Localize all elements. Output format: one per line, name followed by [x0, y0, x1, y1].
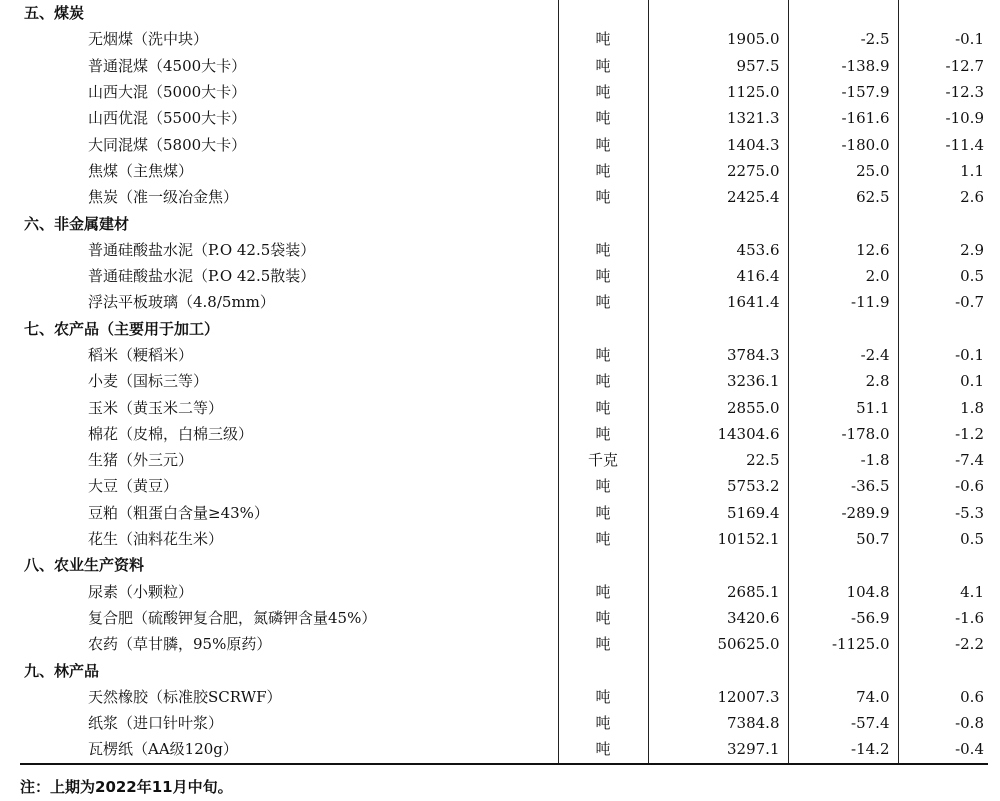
item-change-percent: 0.5	[898, 526, 988, 552]
item-price: 12007.3	[648, 684, 788, 710]
item-change-percent: 2.9	[898, 237, 988, 263]
item-unit: 吨	[558, 105, 648, 131]
item-name: 大豆（黄豆）	[88, 477, 179, 496]
item-price: 50625.0	[648, 631, 788, 657]
item-change-percent: -12.7	[898, 53, 988, 79]
empty-cell	[648, 657, 788, 683]
table-row	[20, 473, 988, 499]
item-price: 1404.3	[648, 131, 788, 157]
item-name-cell	[20, 237, 558, 263]
item-change-percent: -2.2	[898, 631, 988, 657]
item-price: 1905.0	[648, 26, 788, 52]
item-name-cell	[20, 53, 558, 79]
item-name-cell	[20, 263, 558, 289]
item-price: 7384.8	[648, 710, 788, 736]
empty-cell	[788, 0, 898, 26]
item-name-cell	[20, 605, 558, 631]
item-price: 2685.1	[648, 579, 788, 605]
item-price: 3420.6	[648, 605, 788, 631]
item-unit: 吨	[558, 53, 648, 79]
item-change: -178.0	[788, 421, 898, 447]
table-row	[20, 237, 988, 263]
item-change: 62.5	[788, 184, 898, 210]
item-unit: 千克	[558, 447, 648, 473]
item-name-cell	[20, 684, 558, 710]
empty-cell	[648, 552, 788, 578]
item-name-cell	[20, 579, 558, 605]
empty-cell	[788, 552, 898, 578]
item-change-percent: 1.8	[898, 394, 988, 420]
item-unit: 吨	[558, 579, 648, 605]
item-name-cell	[20, 631, 558, 657]
table-row	[20, 631, 988, 657]
category-title: 九、林产品	[24, 661, 100, 680]
item-unit: 吨	[558, 526, 648, 552]
item-unit: 吨	[558, 605, 648, 631]
item-name: 天然橡胶（标准胶SCRWF）	[88, 687, 282, 706]
item-name: 普通混煤（4500大卡）	[88, 56, 247, 75]
item-change-percent: -10.9	[898, 105, 988, 131]
item-unit: 吨	[558, 237, 648, 263]
item-name: 山西优混（5500大卡）	[88, 109, 247, 128]
item-change-percent: 1.1	[898, 158, 988, 184]
category-title: 五、煤炭	[24, 4, 85, 23]
item-change: 104.8	[788, 579, 898, 605]
item-unit: 吨	[558, 684, 648, 710]
item-change-percent: 2.6	[898, 184, 988, 210]
table-row	[20, 158, 988, 184]
item-unit: 吨	[558, 131, 648, 157]
category-title: 七、农产品（主要用于加工）	[24, 319, 220, 338]
item-name-cell	[20, 421, 558, 447]
item-change: -2.4	[788, 342, 898, 368]
item-change: -180.0	[788, 131, 898, 157]
item-change-percent: 0.5	[898, 263, 988, 289]
item-change-percent: 0.1	[898, 368, 988, 394]
empty-cell	[788, 316, 898, 342]
commodity-price-table	[20, 0, 988, 765]
item-change-percent: -0.7	[898, 289, 988, 315]
item-unit: 吨	[558, 736, 648, 763]
item-unit: 吨	[558, 473, 648, 499]
item-price: 1641.4	[648, 289, 788, 315]
table-body	[20, 0, 988, 764]
item-change-percent: -5.3	[898, 500, 988, 526]
item-change: -1.8	[788, 447, 898, 473]
item-change: -161.6	[788, 105, 898, 131]
item-name: 山西大混（5000大卡）	[88, 83, 247, 102]
item-price: 1321.3	[648, 105, 788, 131]
item-price: 2275.0	[648, 158, 788, 184]
table-row	[20, 79, 988, 105]
table-row	[20, 289, 988, 315]
table-row	[20, 421, 988, 447]
empty-cell	[648, 210, 788, 236]
item-price: 416.4	[648, 263, 788, 289]
item-unit: 吨	[558, 394, 648, 420]
item-name: 复合肥（硫酸钾复合肥，氮磷钾含量45%）	[88, 608, 377, 627]
empty-cell	[788, 657, 898, 683]
item-change-percent: -7.4	[898, 447, 988, 473]
item-name-cell	[20, 368, 558, 394]
item-change-percent: -0.4	[898, 736, 988, 763]
item-price: 22.5	[648, 447, 788, 473]
item-unit: 吨	[558, 631, 648, 657]
item-change: -56.9	[788, 605, 898, 631]
table-row	[20, 605, 988, 631]
item-name: 大同混煤（5800大卡）	[88, 135, 247, 154]
empty-cell	[898, 316, 988, 342]
table-row	[20, 684, 988, 710]
item-name: 焦炭（准一级冶金焦）	[88, 188, 239, 207]
item-unit: 吨	[558, 158, 648, 184]
item-name-cell	[20, 184, 558, 210]
table-row	[20, 368, 988, 394]
empty-cell	[558, 657, 648, 683]
item-name: 农药（草甘膦，95%原药）	[88, 635, 272, 654]
item-unit: 吨	[558, 421, 648, 447]
table-row	[20, 26, 988, 52]
table-row	[20, 342, 988, 368]
item-change-percent: -0.1	[898, 26, 988, 52]
item-name-cell	[20, 447, 558, 473]
empty-cell	[898, 552, 988, 578]
item-change: -2.5	[788, 26, 898, 52]
item-price: 957.5	[648, 53, 788, 79]
item-unit: 吨	[558, 342, 648, 368]
item-change-percent: -12.3	[898, 79, 988, 105]
item-name: 普通硅酸盐水泥（P.O 42.5散装）	[88, 267, 316, 286]
item-price: 10152.1	[648, 526, 788, 552]
item-change: 50.7	[788, 526, 898, 552]
table-row	[20, 736, 988, 763]
item-change: -57.4	[788, 710, 898, 736]
item-name: 生猪（外三元）	[88, 451, 194, 470]
table-row	[20, 105, 988, 131]
category-row	[20, 316, 988, 342]
item-price: 5169.4	[648, 500, 788, 526]
item-name: 棉花（皮棉，白棉三级）	[88, 424, 254, 443]
item-name-cell	[20, 105, 558, 131]
item-name-cell	[20, 342, 558, 368]
item-name: 普通硅酸盐水泥（P.O 42.5袋装）	[88, 240, 316, 259]
item-name: 豆粕（粗蛋白含量≥43%）	[88, 503, 269, 522]
item-name-cell	[20, 710, 558, 736]
item-price: 1125.0	[648, 79, 788, 105]
item-change-percent: 4.1	[898, 579, 988, 605]
item-change: -1125.0	[788, 631, 898, 657]
table-row	[20, 447, 988, 473]
item-name: 玉米（黄玉米二等）	[88, 398, 224, 417]
item-name: 瓦楞纸（AA级120g）	[88, 740, 238, 759]
item-price: 2855.0	[648, 394, 788, 420]
empty-cell	[648, 316, 788, 342]
table-row	[20, 184, 988, 210]
item-unit: 吨	[558, 184, 648, 210]
item-name: 小麦（国标三等）	[88, 372, 209, 391]
empty-cell	[558, 316, 648, 342]
item-name-cell	[20, 526, 558, 552]
table-row	[20, 500, 988, 526]
item-change: -289.9	[788, 500, 898, 526]
item-name: 纸浆（进口针叶浆）	[88, 714, 224, 733]
item-change-percent: -0.8	[898, 710, 988, 736]
empty-cell	[558, 0, 648, 26]
item-price: 3297.1	[648, 736, 788, 763]
item-name-cell	[20, 26, 558, 52]
table-row	[20, 526, 988, 552]
item-name: 尿素（小颗粒）	[88, 582, 194, 601]
item-price: 3236.1	[648, 368, 788, 394]
item-name-cell	[20, 736, 558, 763]
table-row	[20, 53, 988, 79]
item-name-cell	[20, 473, 558, 499]
item-change-percent: 0.6	[898, 684, 988, 710]
table-row	[20, 263, 988, 289]
category-row	[20, 657, 988, 683]
empty-cell	[898, 0, 988, 26]
item-price: 14304.6	[648, 421, 788, 447]
item-name-cell	[20, 79, 558, 105]
item-unit: 吨	[558, 368, 648, 394]
item-unit: 吨	[558, 263, 648, 289]
item-price: 5753.2	[648, 473, 788, 499]
item-name-cell	[20, 131, 558, 157]
item-name: 焦煤（主焦煤）	[88, 161, 194, 180]
item-change-percent: -11.4	[898, 131, 988, 157]
item-change: 12.6	[788, 237, 898, 263]
empty-cell	[558, 210, 648, 236]
footnote: 注：上期为2022年11月中旬。	[20, 778, 233, 796]
item-price: 453.6	[648, 237, 788, 263]
item-name-cell	[20, 289, 558, 315]
item-name: 浮法平板玻璃（4.8/5mm）	[88, 293, 275, 312]
item-unit: 吨	[558, 26, 648, 52]
item-change-percent: -1.2	[898, 421, 988, 447]
category-row	[20, 552, 988, 578]
item-change: -14.2	[788, 736, 898, 763]
item-unit: 吨	[558, 79, 648, 105]
item-name-cell	[20, 158, 558, 184]
item-name: 无烟煤（洗中块）	[88, 30, 209, 49]
item-unit: 吨	[558, 500, 648, 526]
empty-cell	[558, 552, 648, 578]
item-unit: 吨	[558, 710, 648, 736]
item-name-cell	[20, 394, 558, 420]
table-row	[20, 394, 988, 420]
category-row	[20, 210, 988, 236]
item-name-cell	[20, 500, 558, 526]
item-change: 2.0	[788, 263, 898, 289]
category-title: 八、农业生产资料	[24, 556, 145, 575]
item-unit: 吨	[558, 289, 648, 315]
item-change: -138.9	[788, 53, 898, 79]
item-change: 2.8	[788, 368, 898, 394]
item-change: 74.0	[788, 684, 898, 710]
item-change-percent: -1.6	[898, 605, 988, 631]
item-name: 花生（油料花生米）	[88, 530, 224, 549]
item-price: 2425.4	[648, 184, 788, 210]
category-title: 六、非金属建材	[24, 214, 130, 233]
item-change: 51.1	[788, 394, 898, 420]
item-change-percent: -0.6	[898, 473, 988, 499]
category-row	[20, 0, 988, 26]
table-row	[20, 131, 988, 157]
empty-cell	[788, 210, 898, 236]
item-change: 25.0	[788, 158, 898, 184]
empty-cell	[898, 210, 988, 236]
item-change: -36.5	[788, 473, 898, 499]
table-row	[20, 579, 988, 605]
table-row	[20, 710, 988, 736]
item-price: 3784.3	[648, 342, 788, 368]
item-change-percent: -0.1	[898, 342, 988, 368]
item-change: -157.9	[788, 79, 898, 105]
item-name: 稻米（粳稻米）	[88, 346, 194, 364]
empty-cell	[898, 657, 988, 683]
item-change: -11.9	[788, 289, 898, 315]
empty-cell	[648, 0, 788, 26]
